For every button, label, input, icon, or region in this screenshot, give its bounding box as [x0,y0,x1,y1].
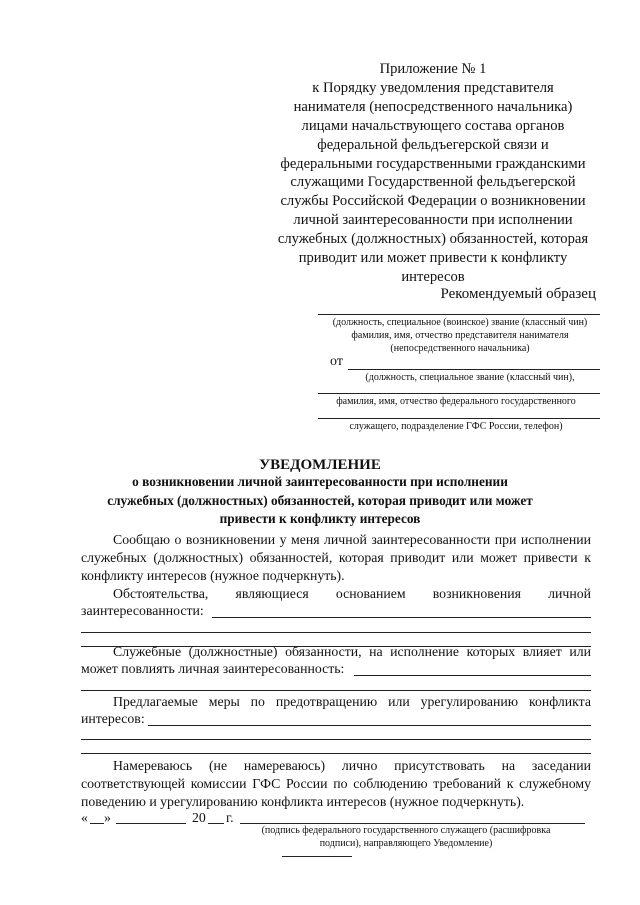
paragraph-2-line-2: заинтересованности: [81,603,204,618]
appendix-line: служащими Государственной фельдъегерской [290,174,576,191]
date-day-line [90,823,104,824]
bottom-rule [282,856,352,857]
word: являющиеся [235,586,309,601]
word: возникновения [432,586,521,601]
appendix-line: федеральной фельдъегерской связи и [317,136,549,153]
word: Обстоятельства, [113,586,209,601]
addressee-caption-1: (должность, специальное (воинское) звание (классный чин) [332,317,588,328]
appendix-line: приводит или может привести к конфликту [298,250,568,267]
fill-line [81,690,591,691]
paragraph-1-line-2: служебных (должностных) обязанностей, которая приводит или может привести к [81,550,591,565]
notice-title: УВЕДОМЛЕНИЕ [259,457,381,473]
date-month-line [116,823,186,824]
date-year-line [208,823,224,824]
signature-line [240,823,585,824]
fill-line [81,632,591,633]
subtitle-line: служебных (должностных) обязанностей, которая приводит или может [107,492,533,508]
appendix-line: к Порядку уведомления представителя [312,79,554,96]
date-year-suffix: г. [226,810,234,825]
fill-line [212,617,591,618]
addressee-caption-6: служащего, подразделение ГФС России, телефон) [349,421,563,432]
appendix-line: службы Российской Федерации о возникновении [280,193,586,210]
paragraph-3-line-2: может повлиять личная заинтересованность: [81,661,345,676]
addressee-caption-3: (непосредственного начальника) [390,343,530,354]
paragraph-3-line-1: Служебные (должностные) обязанности, на исполнение которых влияет или [113,644,591,659]
date-year-prefix: 20 [192,810,206,825]
subtitle-line: привести к конфликту интересов [219,511,421,527]
fill-line [148,725,591,726]
date-quote-open: « [81,810,88,825]
date-quote-close: » [104,810,111,825]
addressee-line-1 [318,314,600,315]
paragraph-2-line-1 [113,585,591,603]
paragraph-5-line-1: Намереваюсь (не намереваюсь) лично присутствовать на заседании [113,758,591,773]
notice-subtitle [96,473,544,529]
addressee-caption-4: (должность, специальное звание (классный чин), [365,372,575,383]
addressee-line-3 [318,393,600,394]
fill-line [354,675,591,676]
appendix-line: лицами начальствующего состава органов [301,117,565,134]
paragraph-1-line-1: Сообщаю о возникновении у меня личной заинтересованности при исполнении [113,532,591,547]
from-label: от [330,354,343,369]
addressee-caption-2: фамилия, имя, отчество представителя нанимателя [351,330,569,341]
appendix-line: личной заинтересованности при исполнении [293,212,573,229]
fill-line [81,739,591,740]
appendix-line: федеральными государственными гражданскими [280,155,586,172]
paragraph-5-line-3: поведению и урегулированию конфликта интересов (нужное подчеркнуть). [81,794,525,809]
paragraph-5-line-2: соответствующей комиссии ГФС России по соблюдению требований к служебному [81,776,591,791]
paragraph-4-line-2: интересов: [81,711,145,726]
fill-line [81,753,591,754]
appendix-line: нанимателя (непосредственного начальника) [293,98,573,115]
appendix-line: интересов [401,268,465,285]
addressee-line-2 [348,369,600,370]
word: основанием [335,586,406,601]
paragraph-4-line-1: Предлагаемые меры по предотвращению или урегулированию конфликта [113,694,591,709]
appendix-line: служебных (должностных) обязанностей, которая [277,231,589,248]
addressee-caption-5: фамилия, имя, отчество федерального государственного [336,396,576,407]
addressee-line-4 [318,418,600,419]
appendix-header [268,60,598,287]
recommended-sample-label: Рекомендуемый образец [440,286,596,302]
appendix-line: Приложение № 1 [379,61,487,77]
paragraph-1-line-3: конфликту интересов (нужное подчеркнуть). [81,568,345,583]
signature-caption-2: подписи), направляющего Уведомление) [319,838,493,849]
word: личной [548,586,591,601]
signature-caption-1: (подпись федерального государственного служащего (расшифровка [261,825,551,836]
subtitle-line: о возникновении личной заинтересованности при исполнении [132,474,508,489]
